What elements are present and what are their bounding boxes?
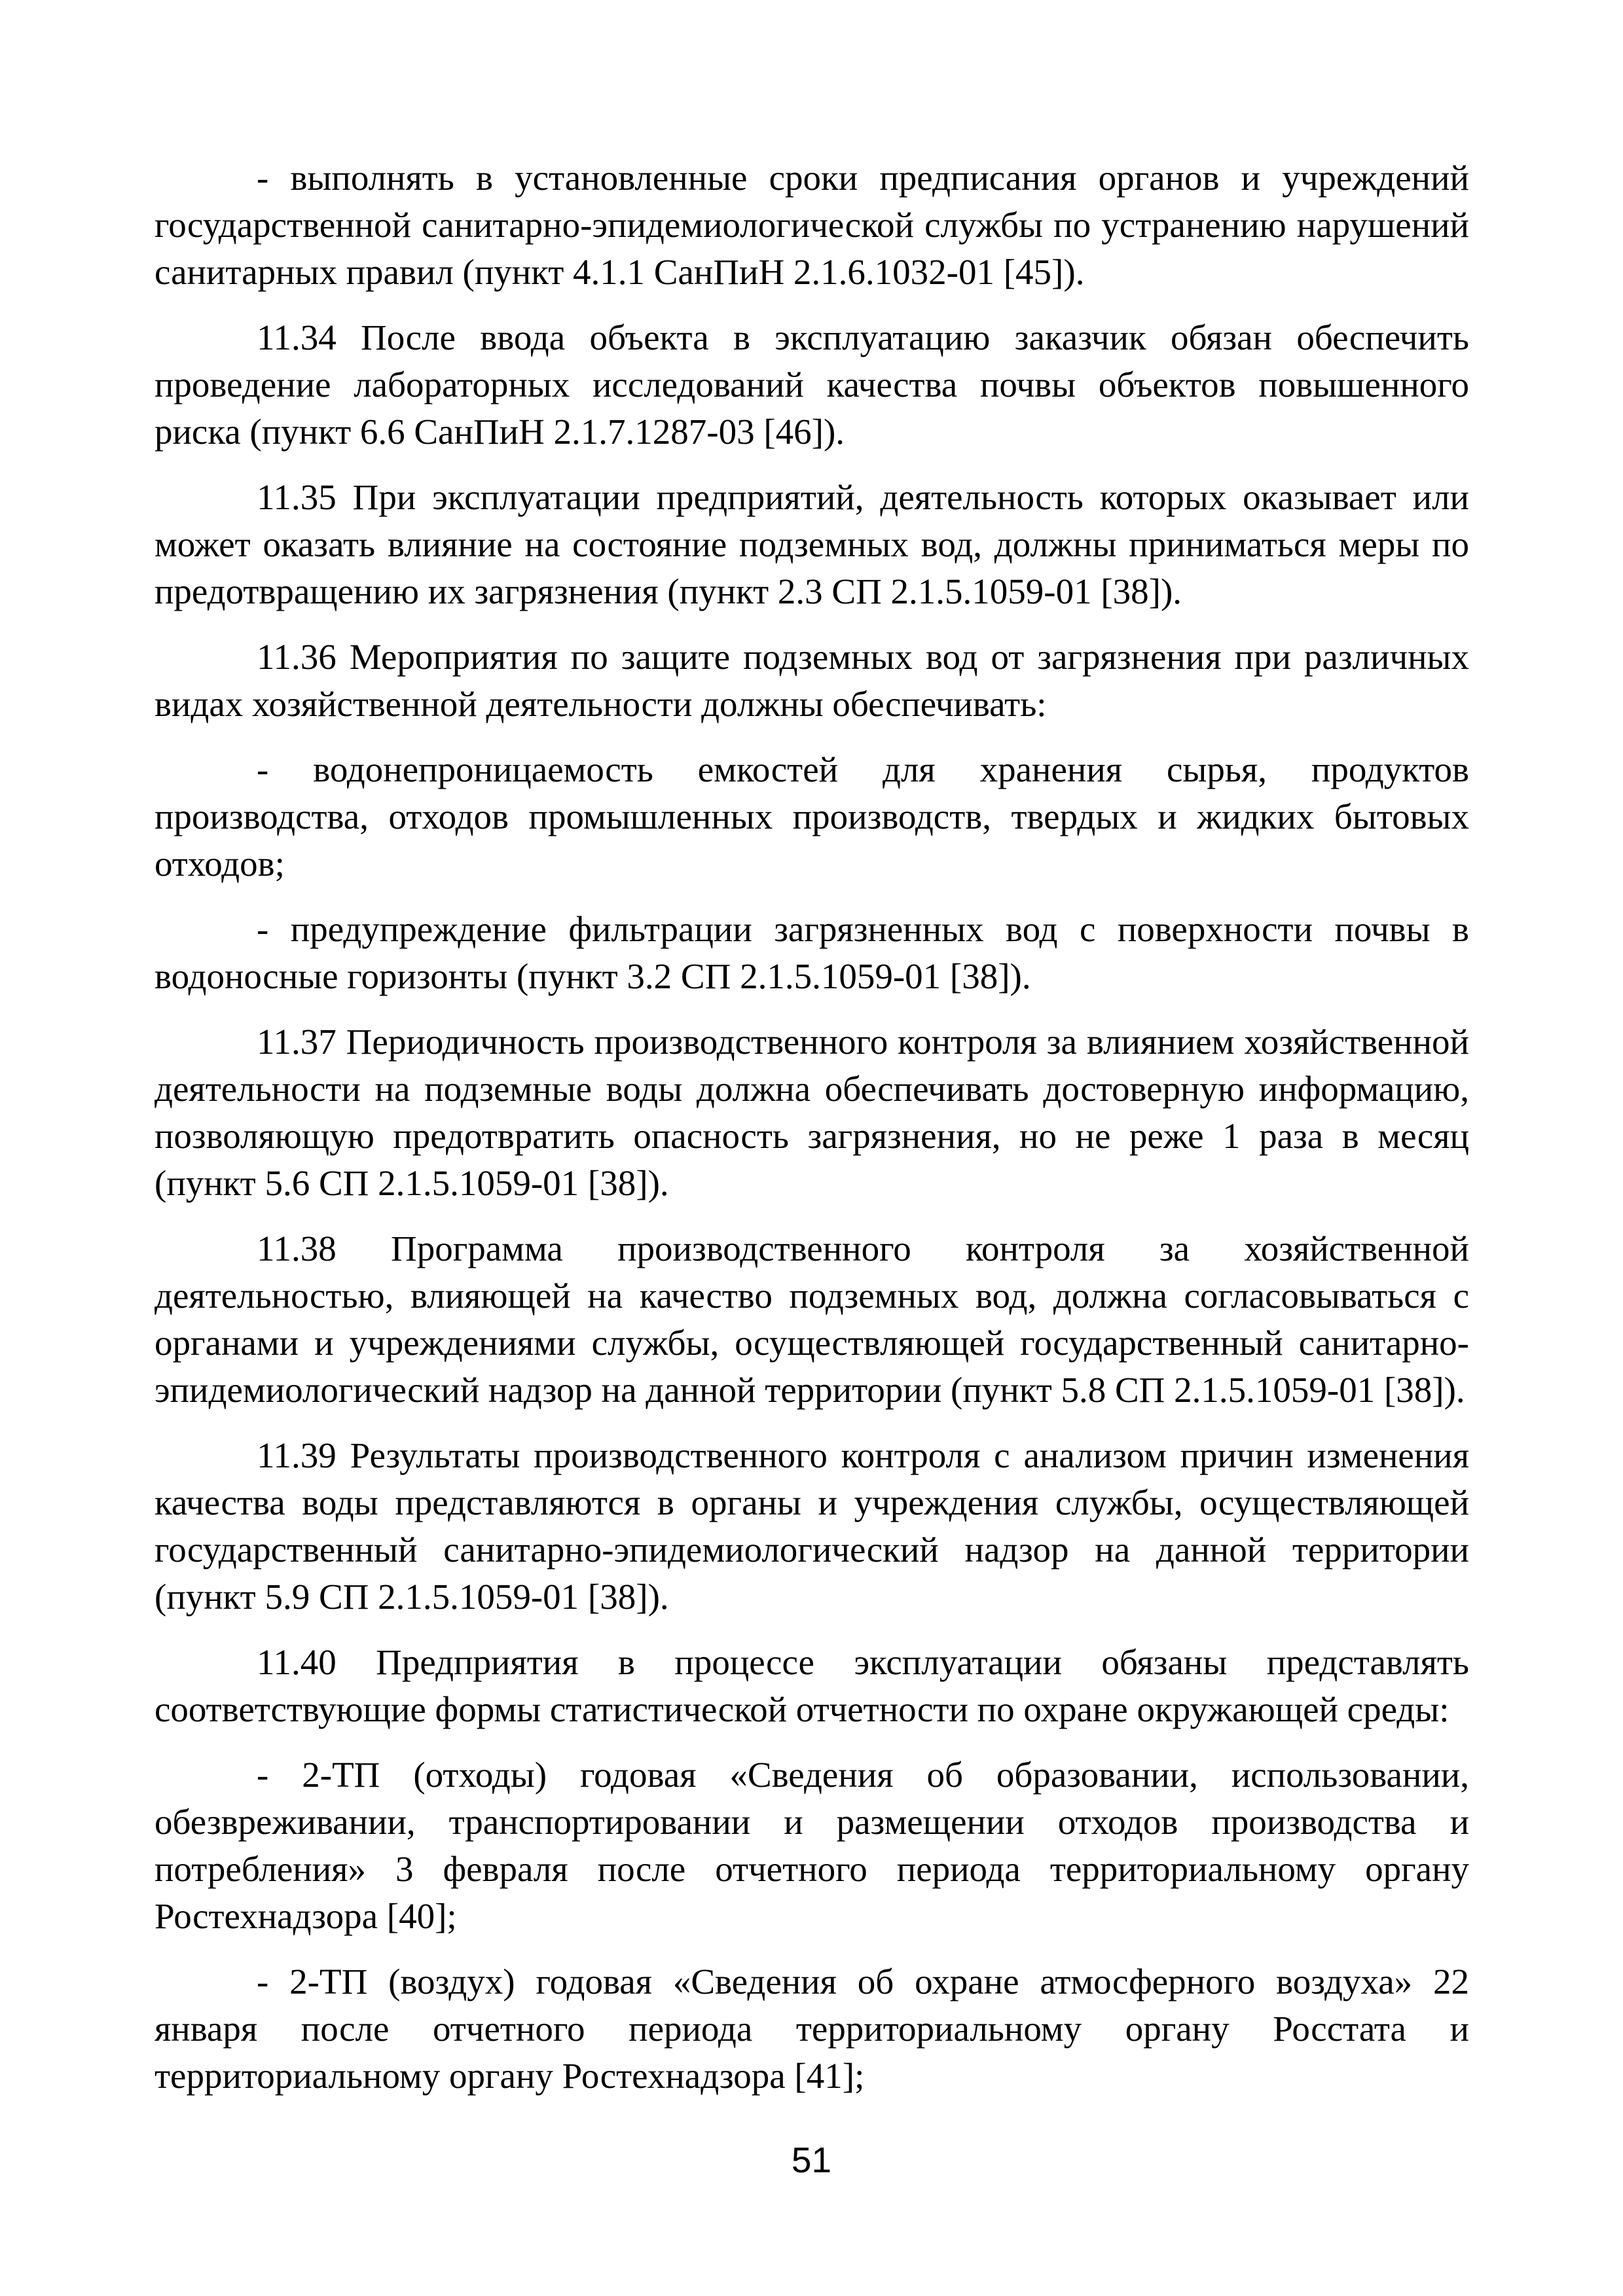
page-number: 51 xyxy=(791,2140,832,2180)
paragraph-bullet-waterproofing: - водонепроницаемость емкостей для хранения сырья, продуктов производства, отходов промышленных производств, твердых и жидких бытовых отходов; xyxy=(155,749,1469,884)
paragraph-bullet-2tp-waste: - 2-ТП (отходы) годовая «Сведения об образовании, использовании, обезвреживании, транспортировании и размещении отходов производства и потребления» 3 февраля после отчетного периода территориальному органу Ростехнадзора [40]; xyxy=(155,1755,1469,1936)
paragraph-bullet-sanitary-orders: - выполнять в установленные сроки предписания органов и учреждений государственной санитарно-эпидемиологической службы по устранению нарушений санитарных правил (пункт 4.1.1 СанПиН 2.1.6.1032-01 [45]). xyxy=(155,158,1469,292)
paragraph-11-37: 11.37 Периодичность производственного контроля за влиянием хозяйственной деятельности на подземные воды должна обеспечивать достоверную информацию, позволяющую предотвратить опасность загрязнения, но не реже 1 раза в месяц (пункт 5.6 СП 2.1.5.1059-01 [38]). xyxy=(155,1022,1469,1203)
paragraph-11-34: 11.34 После ввода объекта в эксплуатацию заказчик обязан обеспечить проведение лабораторных исследований качества почвы объектов повышенного риска (пункт 6.6 СанПиН 2.1.7.1287-03 [46]). xyxy=(155,317,1469,452)
document-body xyxy=(155,154,1469,2118)
paragraph-11-40: 11.40 Предприятия в процессе эксплуатации обязаны представлять соответствующие формы статистической отчетности по охране окружающей среды: xyxy=(155,1642,1469,1729)
paragraph-11-35: 11.35 При эксплуатации предприятий, деятельность которых оказывает или может оказать влияние на состояние подземных вод, должны приниматься меры по предотвращению их загрязнения (пункт 2.3 СП 2.1.5.1059-01 [38]). xyxy=(155,477,1469,611)
paragraph-bullet-2tp-air: - 2-ТП (воздух) годовая «Сведения об охране атмосферного воздуха» 22 января после отчетного периода территориальному органу Росстата и территориальному органу Ростехнадзора [41]; xyxy=(155,1962,1469,2096)
paragraph-11-39: 11.39 Результаты производственного контроля с анализом причин изменения качества воды представляются в органы и учреждения службы, осуществляющей государственный санитарно-эпидемиологический надзор на данной территории (пункт 5.9 СП 2.1.5.1059-01 [38]). xyxy=(155,1435,1469,1617)
paragraph-bullet-filtration: - предупреждение фильтрации загрязненных вод с поверхности почвы в водоносные горизонты (пункт 3.2 СП 2.1.5.1059-01 [38]). xyxy=(155,909,1469,996)
paragraph-11-38: 11.38 Программа производственного контроля за хозяйственной деятельностью, влияющей на качество подземных вод, должна согласовываться с органами и учреждениями службы, осуществляющей государственный санитарно-эпидемиологический надзор на данной территории (пункт 5.8 СП 2.1.5.1059-01 [38]). xyxy=(155,1229,1469,1410)
paragraph-11-36: 11.36 Мероприятия по защите подземных вод от загрязнения при различных видах хозяйственной деятельности должны обеспечивать: xyxy=(155,637,1469,724)
